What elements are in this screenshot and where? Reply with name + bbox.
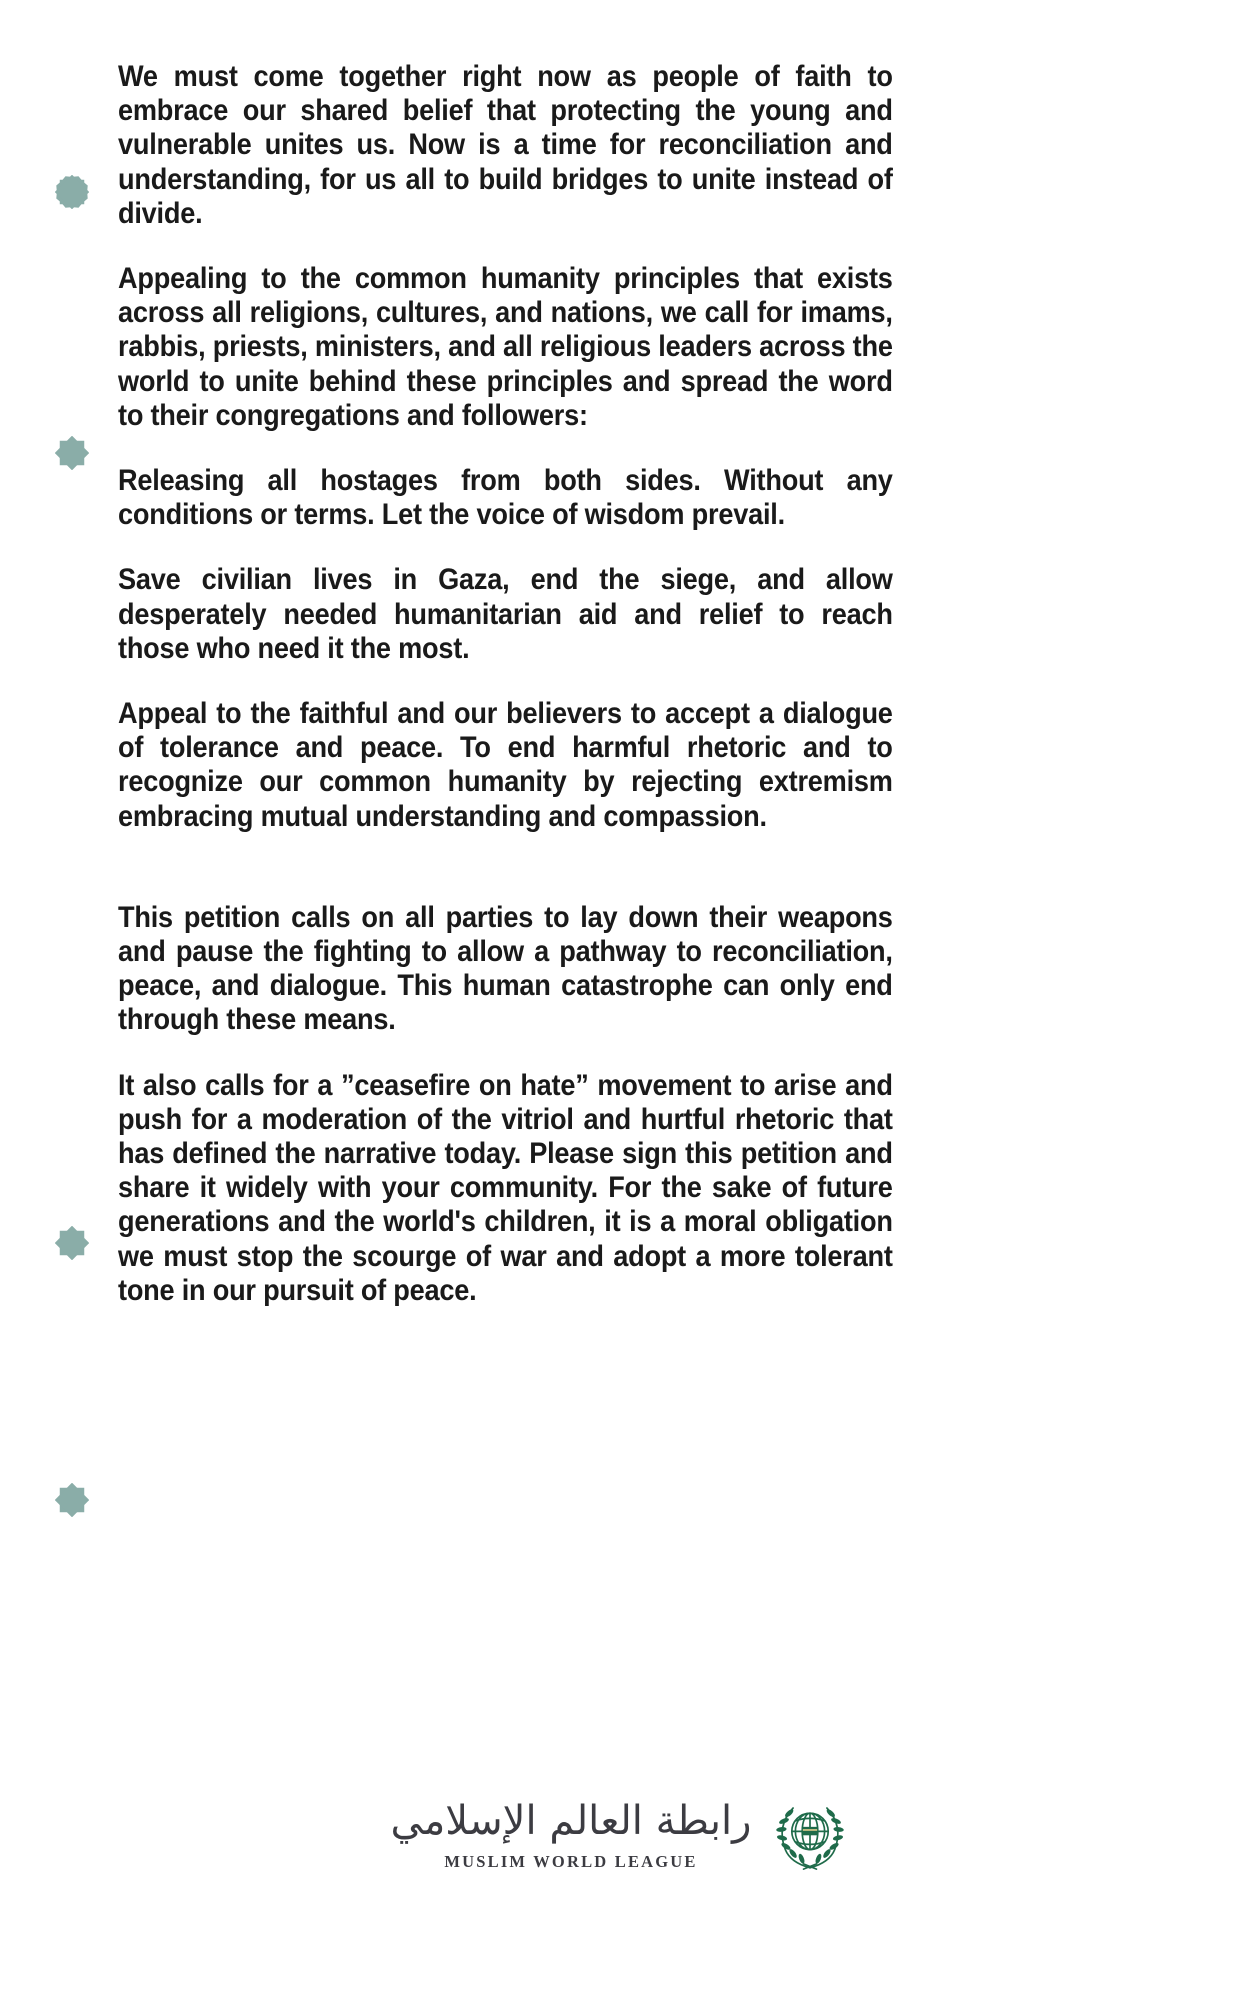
footer-logo: [0, 1795, 1240, 1873]
star-ornament-icon: [55, 175, 89, 209]
paragraph-appeal-to-leaders: Appealing to the common humanity principles that exists across all religions, cultures, and nations, we call for imams, rabbis, priests, ministers, and all religious leaders across the world to unite behind these principles and spread the word to their congregations and followers:: [118, 262, 893, 432]
logo-latin-name: MUSLIM WORLD LEAGUE: [444, 1852, 698, 1871]
logo-arabic-calligraphy: رابطة العالم الإسلامي: [390, 1798, 752, 1844]
star-ornament-icon: [55, 1226, 89, 1260]
paragraph-save-civilians: Save civilian lives in Gaza, end the siege, and allow desperately needed humanitarian aid and relief to reach those who need it the most.: [118, 563, 893, 665]
globe-wreath-icon: [771, 1795, 849, 1873]
paragraph-call-to-unity: We must come together right now as people of faith to embrace our shared belief that protecting the young and vulnerable unites us. Now is a time for reconciliation and understanding, for us all to build bridges to unite instead of divide.: [118, 60, 893, 230]
logo-wordmark: [391, 1796, 752, 1872]
paragraph-dialogue-of-tolerance: Appeal to the faithful and our believers to accept a dialogue of tolerance and peace. To end harmful rhetoric and to recognize our common humanity by rejecting extremism embracing mutual understanding and compassion.: [118, 697, 893, 833]
petition-body: [118, 60, 893, 1308]
paragraph-lay-down-weapons: This petition calls on all parties to lay down their weapons and pause the fighting to allow a pathway to reconciliation, peace, and dialogue. This human catastrophe can only end through these means.: [118, 900, 893, 1037]
star-ornament-icon: [55, 436, 89, 470]
paragraph-release-hostages: Releasing all hostages from both sides. Without any conditions or terms. Let the voice of wisdom prevail.: [118, 464, 893, 532]
star-ornament-icon: [55, 1483, 89, 1517]
paragraph-ceasefire-on-hate: It also calls for a ”ceasefire on hate” movement to arise and push for a moderation of the vitriol and hurtful rhetoric that has defined the narrative today. Please sign this petition and share it widely with your community. For the sake of future generations and the world's children, it is a moral obligation we must stop the scourge of war and adopt a more tolerant tone in our pursuit of peace.: [118, 1068, 893, 1307]
